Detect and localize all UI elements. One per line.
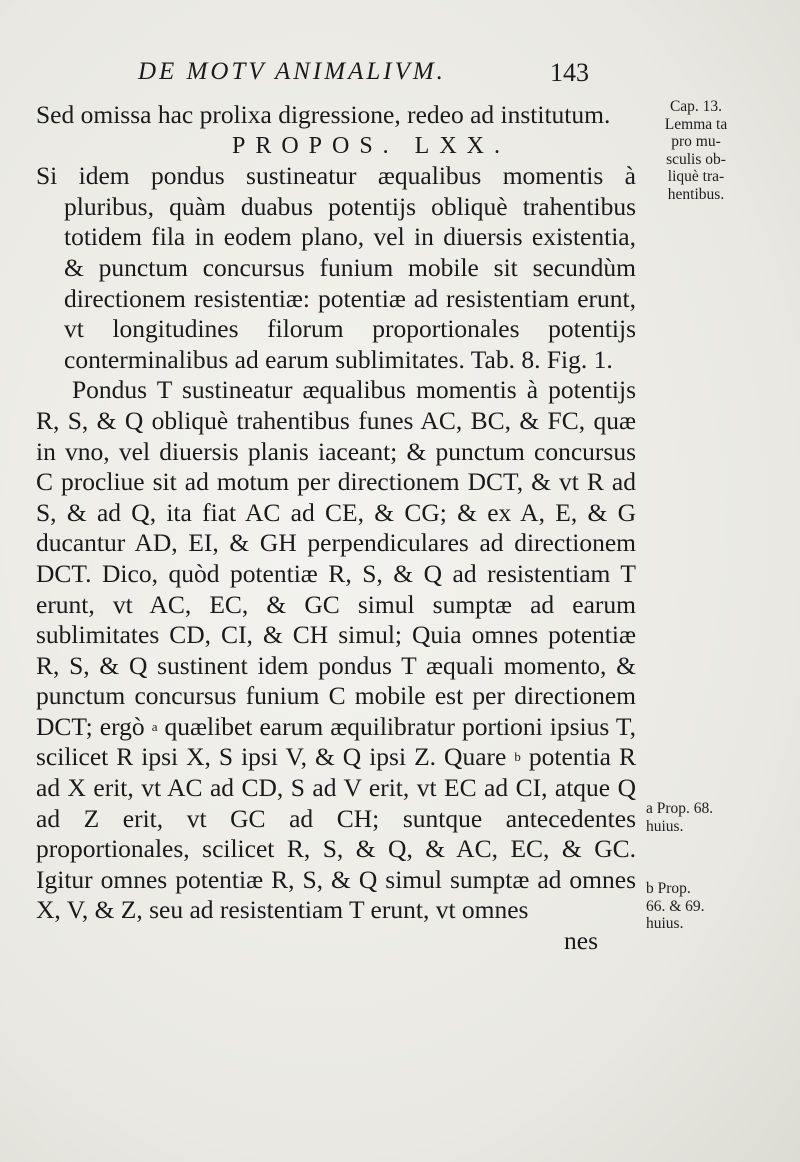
proof-paragraph (36, 375, 636, 926)
intro-paragraph: Sed omissa hac prolixa digressione, redeo ad institutum. (36, 100, 611, 129)
margin-note-chapter (641, 98, 751, 203)
margin-note-line: Cap. 13. (669, 98, 723, 115)
margin-note-line: a Prop. 68. (646, 800, 714, 817)
margin-note-line: huius. (646, 915, 684, 932)
margin-note-line: liquè tra- (667, 168, 725, 185)
margin-note-line: hentibus. (667, 185, 725, 203)
running-head: DE MOTV ANIMALIVM. (138, 58, 446, 85)
main-text (36, 100, 636, 957)
proposition-enunciation: Si idem pondus sustineatur æqualibus momentis à pluribus, quàm duabus potentijs obliquè trahentibus totidem fila in eodem plano, vel in diuersis existentia, & punctum concursus funium mobile sit secundùm directionem resistentiæ: potentiæ ad resistentiam erunt, vt longitudines filorum proportionales potentijs conterminalibus ad earum sublimitates. Tab. 8. Fig. 1. (36, 161, 636, 374)
margin-note-line: pro mu- (671, 133, 721, 150)
proof-text-part-3: potentia R ad X erit, vt AC ad CD, S ad V erit, vt EC ad CI, atque Q ad Z erit, vt GC ad CH; suntque antecedentes proportionales, scilicet R, S, & Q, & AC, EC, & GC. Igitur omnes potentiæ R, S, & Q simul sumptæ ad omnes X, V, & Z, seu ad resistentiam T erunt, vt omnes (36, 742, 637, 925)
page-header (138, 58, 618, 86)
page-number: 143 (550, 58, 589, 87)
proposition-title: PROPOS. LXX. (231, 132, 511, 159)
margin-note-b (646, 880, 756, 933)
margin-note-line: 66. & 69. (646, 897, 705, 915)
margin-note-line: Lemma ta (664, 115, 728, 133)
catchword: nes (564, 926, 598, 956)
footnote-marker-b: b (514, 749, 521, 765)
footnote-marker-a: a (151, 718, 158, 734)
margin-note-line: huius. (646, 817, 684, 835)
margin-note-line: b Prop. (646, 880, 691, 897)
proof-text-part-1: Pondus T sustineatur æqualibus momentis à potentijs R, S, & Q obliquè trahentibus funes AC, BC, & FC, quæ in vno, vel diuersis planis iaceant; & punctum concursus C procliue sit ad motum per directionem DCT, & vt R ad S, & ad Q, ita fiat AC ad CE, & CG; & ex A, E, & G ducantur AD, EI, & GH perpendiculares ad directionem DCT. Dico, quòd potentiæ R, S, & Q ad resistentiam T erunt, vt AC, EC, & GC simul sumptæ ad earum sublimitates CD, CI, & CH simul; Quia omnes potentiæ R, S, & Q sustinent idem pondus T æquali momento, & punctum concursus funium C mobile est per directionem DCT; ergò (36, 375, 636, 741)
proof-text-part-2: quælibet earum æquilibratur portioni ipsius T, scilicet R ipsi X, S ipsi V, & Q ipsi Z. Quare (36, 711, 636, 772)
margin-note-a (646, 800, 756, 835)
margin-note-line: sculis ob- (666, 150, 726, 168)
